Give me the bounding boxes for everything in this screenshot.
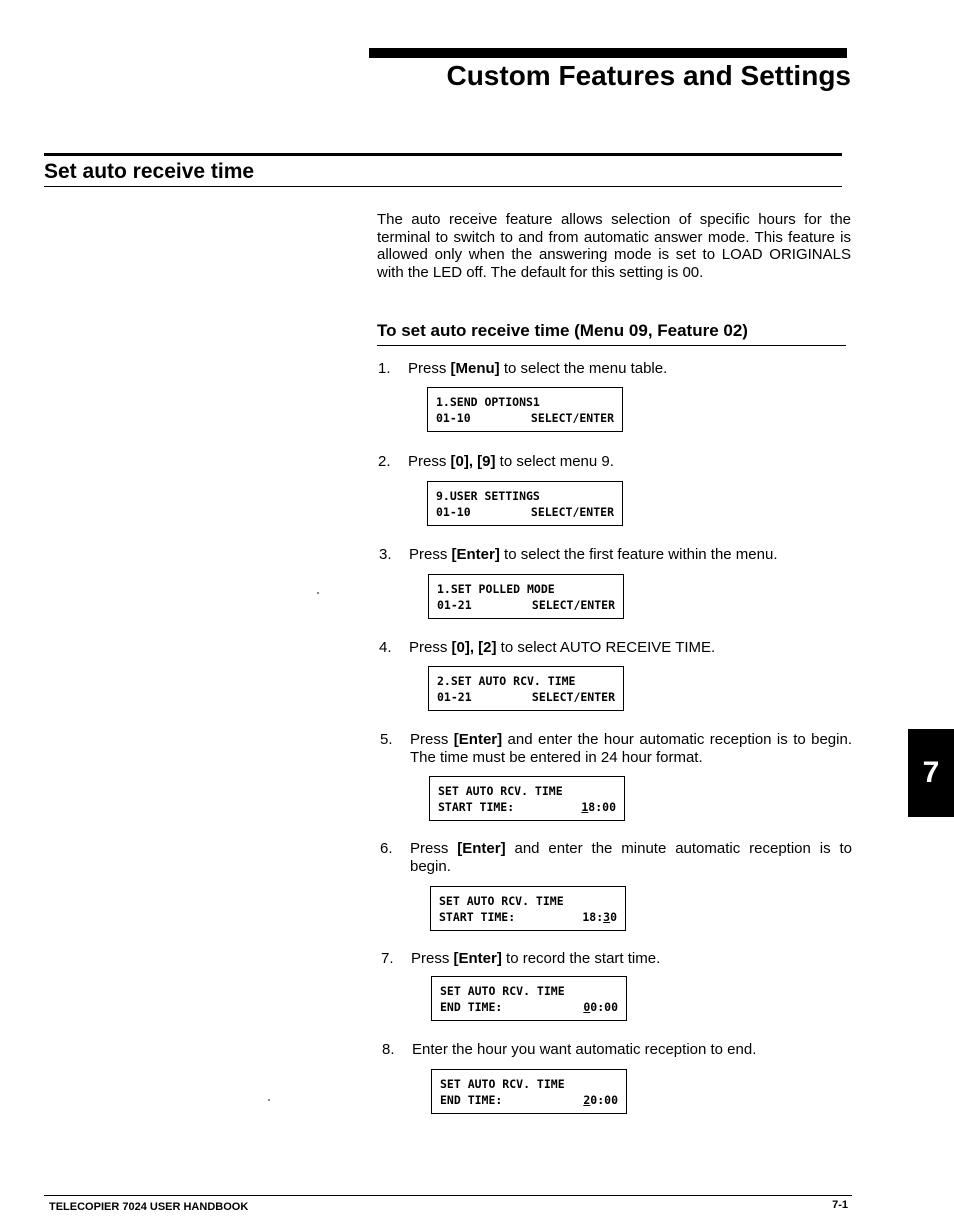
step-text: Press [Enter] to record the start time. — [411, 950, 661, 967]
lcd-display-2 — [427, 481, 623, 526]
lcd-display-6 — [430, 886, 626, 931]
step-text: Press [0], [9] to select menu 9. — [408, 453, 614, 470]
step-number: 2. — [378, 453, 391, 470]
step-8 — [382, 1041, 854, 1061]
step-2 — [378, 453, 854, 473]
lcd-line-1: SET AUTO RCV. TIME — [440, 984, 565, 998]
step-1 — [378, 360, 854, 380]
scan-speck — [317, 592, 319, 594]
step-text: Press [Enter] to select the first feature within the menu. — [409, 546, 778, 563]
step-6 — [380, 840, 852, 880]
lcd-line-1: 9.USER SETTINGS — [436, 489, 540, 503]
step-text: Enter the hour you want automatic reception to end. — [412, 1041, 757, 1058]
section-rule-top — [44, 153, 842, 156]
page-number: 7-1 — [832, 1199, 848, 1211]
step-number: 3. — [379, 546, 392, 563]
cursor-digit: 3 — [603, 910, 611, 924]
cursor-digit: 0 — [583, 1000, 591, 1014]
section-rule-bottom — [44, 186, 842, 187]
lcd-line-1: SET AUTO RCV. TIME — [439, 894, 564, 908]
chapter-tab: 7 — [908, 729, 954, 817]
lcd-display-5 — [429, 776, 625, 821]
lcd-display-7 — [431, 976, 627, 1021]
step-text: Press [0], [2] to select AUTO RECEIVE TIME. — [409, 639, 716, 656]
step-text: Press [Menu] to select the menu table. — [408, 360, 668, 377]
lcd-line-2: END TIME: 20:00 — [440, 1093, 618, 1107]
lcd-line-1: SET AUTO RCV. TIME — [438, 784, 563, 798]
section-title: Set auto receive time — [44, 160, 255, 183]
lcd-line-2: 01-21 SELECT/ENTER — [437, 690, 615, 704]
lcd-line-2: 01-10 SELECT/ENTER — [436, 505, 614, 519]
subsection-title: To set auto receive time (Menu 09, Feature 02) — [377, 321, 748, 340]
lcd-line-2: START TIME: 18:30 — [439, 910, 617, 924]
footer-title: TELECOPIER 7024 USER HANDBOOK — [49, 1201, 249, 1213]
lcd-display-8 — [431, 1069, 627, 1114]
lcd-line-1: 1.SEND OPTIONS1 — [436, 395, 540, 409]
step-number: 8. — [382, 1041, 395, 1058]
footer-rule — [44, 1195, 852, 1196]
lcd-line-2: 01-21 SELECT/ENTER — [437, 598, 615, 612]
lcd-line-2: 01-10 SELECT/ENTER — [436, 411, 614, 425]
step-3 — [379, 546, 855, 566]
step-text: Press [Enter] and enter the hour automatic reception is to begin. The time must be entered in 24 hour format. — [410, 731, 852, 766]
lcd-line-1: 1.SET POLLED MODE — [437, 582, 555, 596]
title-bar — [369, 48, 847, 58]
lcd-display-3 — [428, 574, 624, 619]
scan-speck — [268, 1099, 270, 1101]
step-number: 7. — [381, 950, 394, 967]
lcd-line-2: END TIME: 00:00 — [440, 1000, 618, 1014]
cursor-digit: 2 — [583, 1093, 591, 1107]
step-number: 1. — [378, 360, 391, 377]
intro-paragraph: The auto receive feature allows selection of specific hours for the terminal to switch to and from automatic answer mode. This feature is allowed only when the answering mode is set to LOAD ORIGINALS with the LED off. The default for this setting is 00. — [377, 211, 851, 281]
step-5 — [380, 731, 852, 771]
subsection-rule — [377, 345, 846, 346]
lcd-line-1: 2.SET AUTO RCV. TIME — [437, 674, 576, 688]
lcd-line-2: START TIME: 18:00 — [438, 800, 616, 814]
step-number: 4. — [379, 639, 392, 656]
step-text: Press [Enter] and enter the minute automatic reception is to begin. — [410, 840, 852, 875]
step-4 — [379, 639, 855, 659]
step-7 — [381, 950, 853, 970]
step-number: 5. — [380, 731, 393, 748]
cursor-digit: 1 — [581, 800, 589, 814]
lcd-line-1: SET AUTO RCV. TIME — [440, 1077, 565, 1091]
chapter-title: Custom Features and Settings — [446, 60, 851, 91]
lcd-display-4 — [428, 666, 624, 711]
lcd-display-1 — [427, 387, 623, 432]
step-number: 6. — [380, 840, 393, 857]
